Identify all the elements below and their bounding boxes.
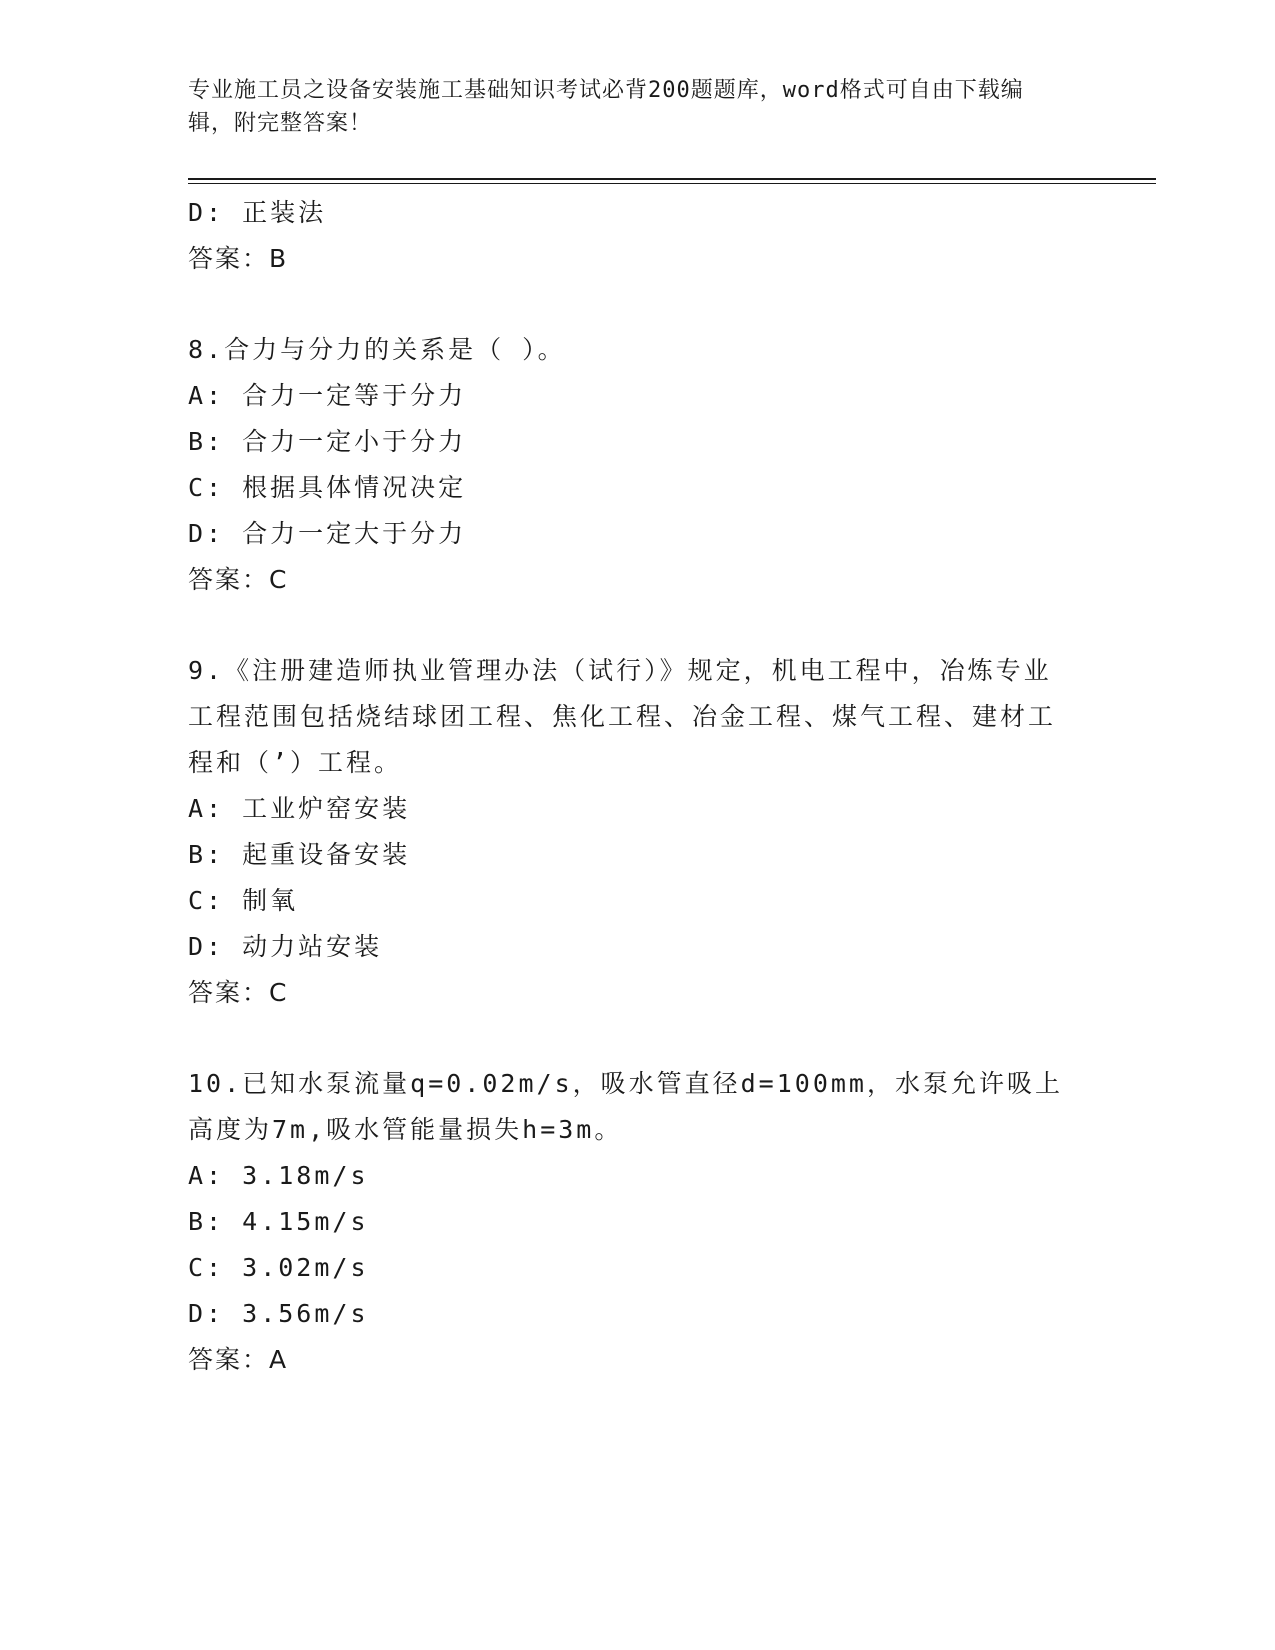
header-divider-thin — [188, 183, 1156, 184]
document-header — [188, 74, 1068, 140]
question-stem: 10.已知水泵流量q=0.02m/s，吸水管直径d=100mm，水泵允许吸上高度为7m,吸水管能量损失h=3m。 — [188, 1069, 1063, 1144]
document-body — [188, 190, 1068, 1383]
question-10 — [188, 1061, 1068, 1383]
option-d: D: 动力站安装 — [188, 932, 383, 961]
answer-label: 答案：A — [188, 1345, 289, 1374]
option-b: B: 4.15m/s — [188, 1207, 369, 1236]
header-divider-thick — [188, 178, 1156, 180]
question-9 — [188, 648, 1068, 1016]
option-a: A: 合力一定等于分力 — [188, 381, 467, 410]
header-title: 专业施工员之设备安装施工基础知识考试必背200题题库，word格式可自由下载编辑，附完整答案！ — [188, 78, 1024, 136]
option-d: D: 合力一定大于分力 — [188, 519, 467, 548]
answer-label: 答案：C — [188, 978, 289, 1007]
question-8 — [188, 327, 1068, 603]
spacer — [188, 1016, 1068, 1061]
option-c: C: 根据具体情况决定 — [188, 473, 467, 502]
spacer — [188, 603, 1068, 648]
option-b: B: 起重设备安装 — [188, 840, 411, 869]
option-d: D: 3.56m/s — [188, 1299, 369, 1328]
option-d: D: 正装法 — [188, 198, 327, 227]
spacer — [188, 282, 1068, 327]
option-b: B: 合力一定小于分力 — [188, 427, 467, 456]
option-c: C: 制氧 — [188, 886, 299, 915]
answer-label: 答案：C — [188, 565, 289, 594]
question-stem: 8.合力与分力的关系是（ ）。 — [188, 335, 566, 364]
question-stem: 9.《注册建造师执业管理办法（试行）》规定，机电工程中，冶炼专业工程范围包括烧结球团工程、焦化工程、冶金工程、煤气工程、建材工程和（’）工程。 — [188, 656, 1057, 777]
option-a: A: 3.18m/s — [188, 1161, 369, 1190]
answer-label: 答案：B — [188, 244, 289, 273]
question-7-tail — [188, 190, 1068, 282]
option-a: A: 工业炉窑安装 — [188, 794, 411, 823]
option-c: C: 3.02m/s — [188, 1253, 369, 1282]
